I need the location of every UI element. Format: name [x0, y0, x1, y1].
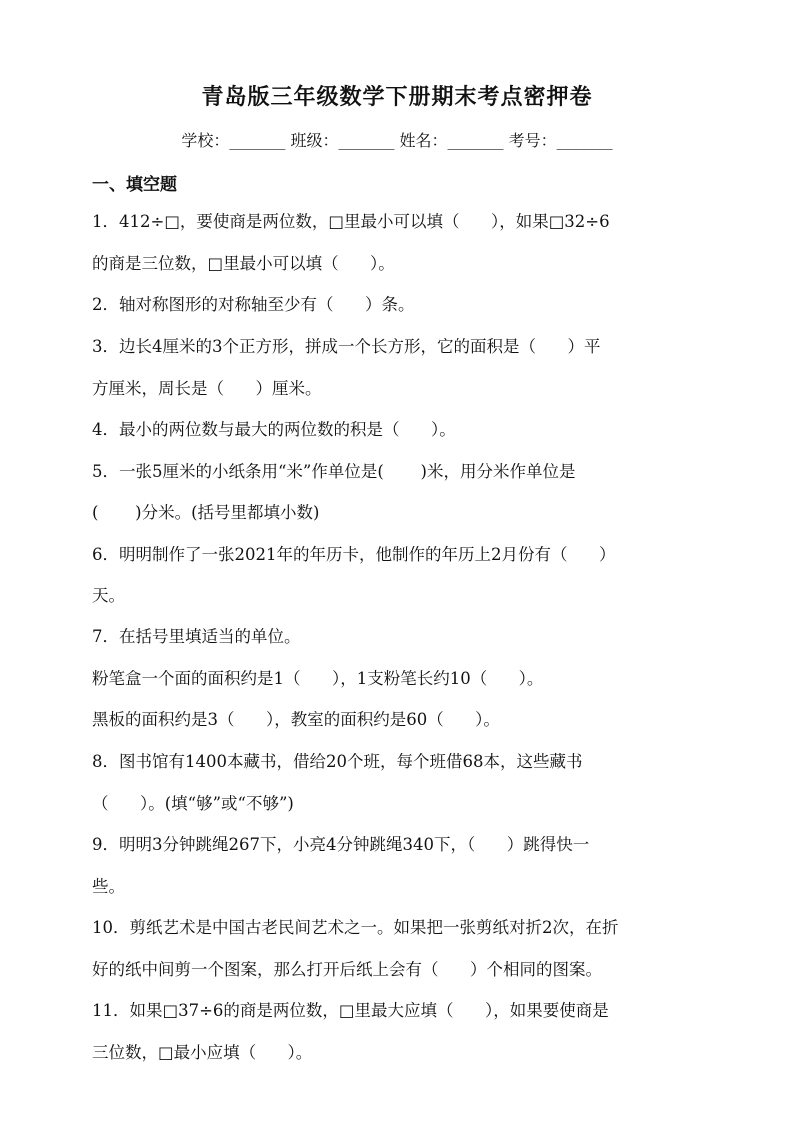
section-heading: 一、填空题 [92, 175, 177, 195]
question-line: 4．最小的两位数与最大的两位数的积是（ ）。 [92, 420, 456, 439]
question-line: 5．一张5厘米的小纸条用“米”作单位是( )米，用分米作单位是 [92, 462, 576, 481]
question-line: ( )分米。(括号里都填小数) [92, 503, 320, 522]
question-line: （ ）。(填“够”或“不够”) [92, 794, 294, 813]
question-line: 好的纸中间剪一个图案，那么打开后纸上会有（ ）个相同的图案。 [92, 960, 602, 979]
question-line: 的商是三位数，□里最小可以填（ ）。 [92, 254, 395, 273]
question-line: 三位数，□最小应填（ ）。 [92, 1043, 313, 1062]
question-line: 2．轴对称图形的对称轴至少有（ ）条。 [92, 295, 415, 314]
question-line: 3．边长4厘米的3个正方形，拼成一个长方形，它的面积是（ ）平 [92, 337, 601, 356]
question-line: 1．412÷□，要使商是两位数，□里最小可以填（ ），如果□32÷6 [92, 212, 610, 231]
question-line: 8．图书馆有1400本藏书，借给20个班，每个班借68本，这些藏书 [92, 752, 583, 771]
question-line: 天。 [92, 586, 125, 605]
question-line: 11．如果□37÷6的商是两位数，□里最大应填（ ），如果要使商是 [92, 1001, 609, 1020]
question-line: 粉笔盒一个面的面积约是1（ ），1支粉笔长约10（ ）。 [92, 669, 544, 688]
question-line: 6．明明制作了一张2021年的年历卡，他制作的年历上2月份有（ ） [92, 545, 616, 564]
question-line: 7．在括号里填适当的单位。 [92, 627, 301, 646]
question-line: 些。 [92, 877, 125, 896]
question-line: 10．剪纸艺术是中国古老民间艺术之一。如果把一张剪纸对折2次，在折 [92, 918, 619, 937]
question-line: 9．明明3分钟跳绳267下，小亮4分钟跳绳340下，（ ）跳得快一 [92, 835, 590, 854]
student-info-line: 学校：_______ 班级：_______ 姓名：_______ 考号：_______ [181, 131, 613, 150]
page-title: 青岛版三年级数学下册期末考点密押卷 [201, 84, 593, 110]
question-line: 黑板的面积约是3（ ），教室的面积约是60（ ）。 [92, 710, 500, 729]
question-line: 方厘米，周长是（ ）厘米。 [92, 379, 322, 398]
